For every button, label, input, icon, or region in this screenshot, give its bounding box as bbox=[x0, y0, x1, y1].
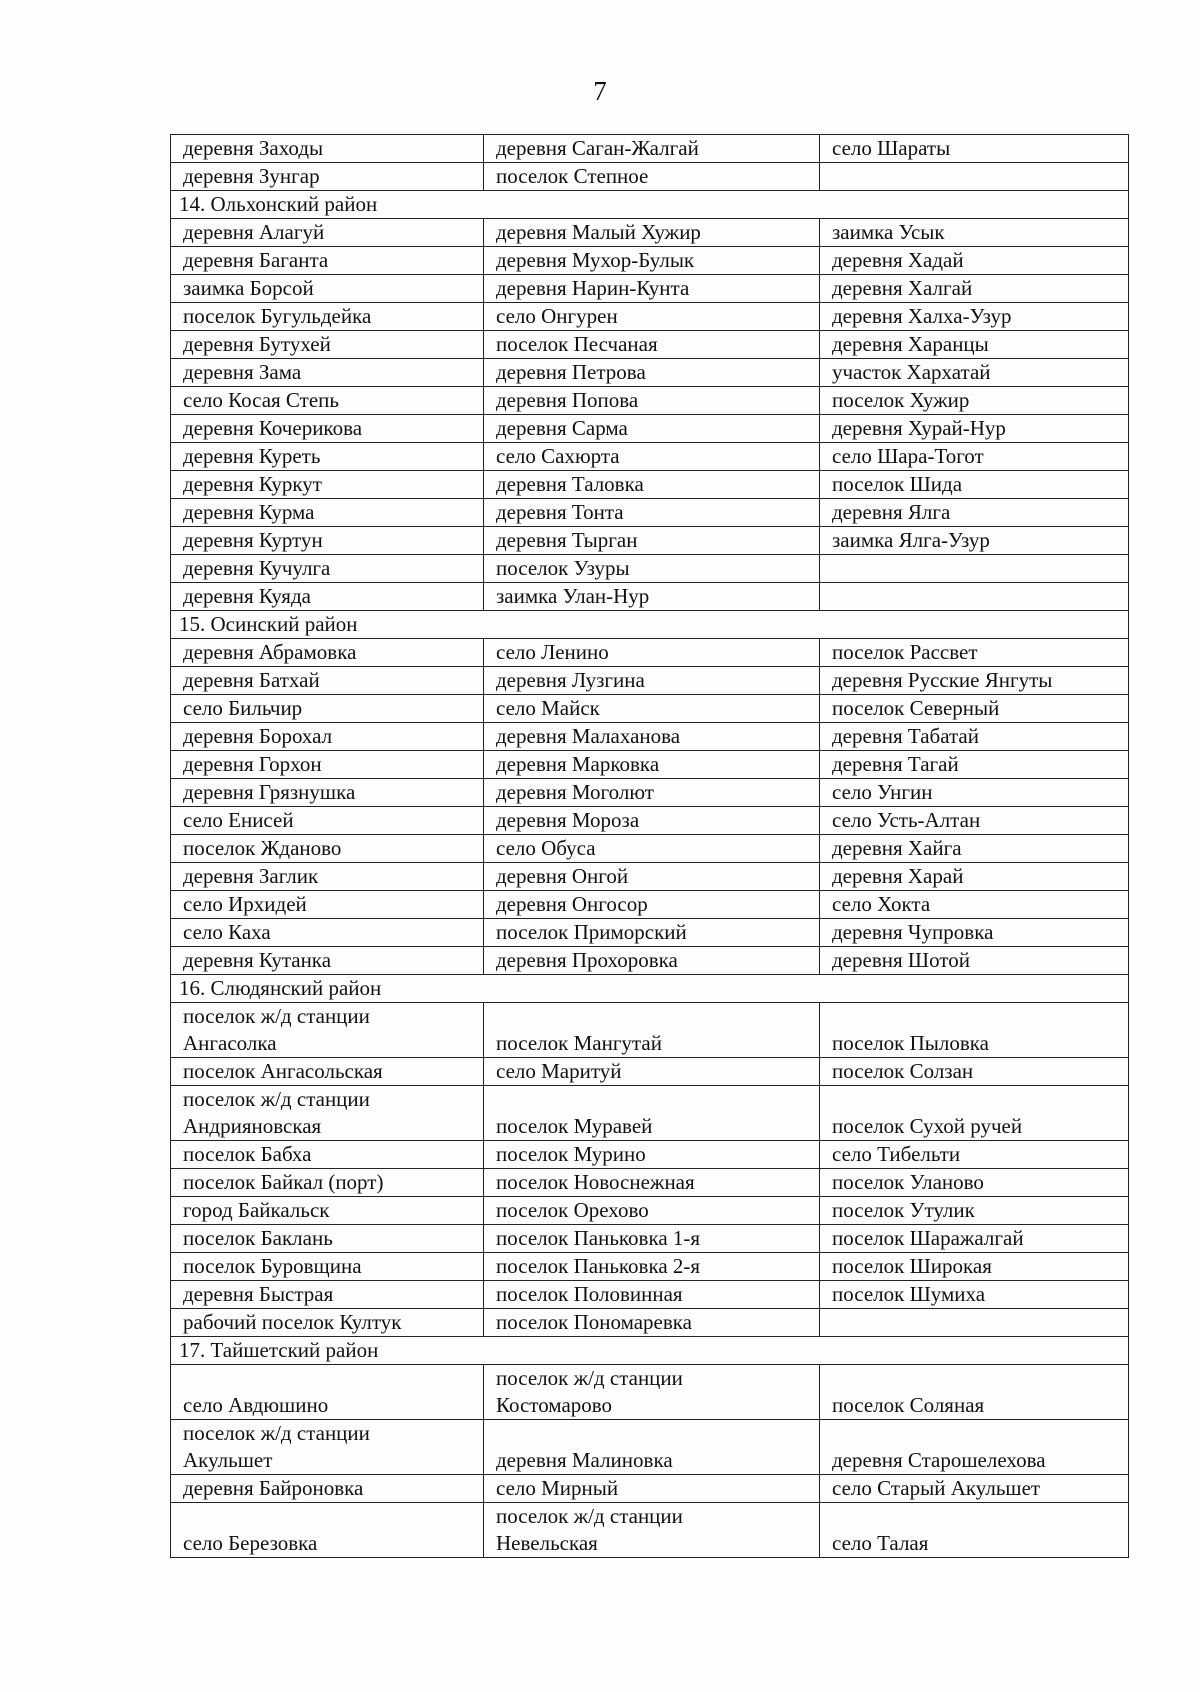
cell-line bbox=[496, 1086, 807, 1113]
table-cell: заимка Усык bbox=[820, 219, 1129, 247]
cell-line bbox=[183, 1503, 471, 1530]
table-cell: село Хокта bbox=[820, 891, 1129, 919]
settlements-table bbox=[170, 134, 1129, 1558]
table-cell: поселок Орехово bbox=[484, 1197, 820, 1225]
cell-line bbox=[832, 1003, 1116, 1030]
table-cell: село Бильчир bbox=[171, 695, 484, 723]
cell-line: Невельская bbox=[496, 1531, 598, 1555]
table-cell: деревня Зама bbox=[171, 359, 484, 387]
table-cell: деревня Сарма bbox=[484, 415, 820, 443]
table-cell: деревня Курма bbox=[171, 499, 484, 527]
table-cell: заимка Борсой bbox=[171, 275, 484, 303]
table-cell bbox=[171, 1003, 484, 1058]
table-row bbox=[171, 1281, 1129, 1309]
table-row bbox=[171, 555, 1129, 583]
cell-line bbox=[832, 1086, 1116, 1113]
table-cell: деревня Хайга bbox=[820, 835, 1129, 863]
table-cell bbox=[820, 163, 1129, 191]
table-row bbox=[171, 723, 1129, 751]
table-cell bbox=[484, 1086, 820, 1141]
table-row bbox=[171, 583, 1129, 611]
table-cell: деревня Кучулга bbox=[171, 555, 484, 583]
cell-line: поселок ж/д станции bbox=[183, 1421, 370, 1445]
section-header-row bbox=[171, 975, 1129, 1003]
table-cell: деревня Баганта bbox=[171, 247, 484, 275]
table-cell: деревня Тырган bbox=[484, 527, 820, 555]
table-cell: поселок Утулик bbox=[820, 1197, 1129, 1225]
table-cell: деревня Халгай bbox=[820, 275, 1129, 303]
table-cell: поселок Буровщина bbox=[171, 1253, 484, 1281]
table-cell bbox=[820, 555, 1129, 583]
table-cell: поселок Солзан bbox=[820, 1058, 1129, 1086]
table-cell: участок Хархатай bbox=[820, 359, 1129, 387]
table-cell bbox=[820, 583, 1129, 611]
table-cell: деревня Халха-Узур bbox=[820, 303, 1129, 331]
table-cell: поселок Паньковка 2-я bbox=[484, 1253, 820, 1281]
table-row-multiline bbox=[171, 1086, 1129, 1141]
table-cell: деревня Быстрая bbox=[171, 1281, 484, 1309]
table-cell bbox=[820, 1420, 1129, 1475]
table-cell: село Мирный bbox=[484, 1475, 820, 1503]
table-cell: деревня Борохал bbox=[171, 723, 484, 751]
table-cell bbox=[820, 1309, 1129, 1337]
table-cell: деревня Ялга bbox=[820, 499, 1129, 527]
table-row bbox=[171, 499, 1129, 527]
table-cell: деревня Грязнушка bbox=[171, 779, 484, 807]
table-cell: село Унгин bbox=[820, 779, 1129, 807]
table-cell: деревня Бутухей bbox=[171, 331, 484, 359]
table-cell bbox=[820, 1003, 1129, 1058]
table-cell: деревня Прохоровка bbox=[484, 947, 820, 975]
table-cell: деревня Куртун bbox=[171, 527, 484, 555]
table-row bbox=[171, 387, 1129, 415]
table-row bbox=[171, 891, 1129, 919]
table-cell: рабочий поселок Култук bbox=[171, 1309, 484, 1337]
table-cell: село Старый Акульшет bbox=[820, 1475, 1129, 1503]
table-row bbox=[171, 947, 1129, 975]
table-row bbox=[171, 779, 1129, 807]
table-cell: деревня Онгой bbox=[484, 863, 820, 891]
table-cell: село Ленино bbox=[484, 639, 820, 667]
table-cell: деревня Онгосор bbox=[484, 891, 820, 919]
cell-line: Ангасолка bbox=[183, 1031, 277, 1055]
table-row bbox=[171, 471, 1129, 499]
table-cell bbox=[820, 1365, 1129, 1420]
table-row-multiline bbox=[171, 1003, 1129, 1058]
table-cell: деревня Батхай bbox=[171, 667, 484, 695]
cell-line bbox=[496, 1003, 807, 1030]
table-cell: деревня Мороза bbox=[484, 807, 820, 835]
table-cell: поселок Уланово bbox=[820, 1169, 1129, 1197]
table-cell: деревня Саган-Жалгай bbox=[484, 135, 820, 163]
table-row bbox=[171, 667, 1129, 695]
table-cell: поселок Бабха bbox=[171, 1141, 484, 1169]
cell-line bbox=[496, 1420, 807, 1447]
cell-line bbox=[183, 1365, 471, 1392]
table-cell bbox=[820, 1086, 1129, 1141]
table-cell: деревня Русские Янгуты bbox=[820, 667, 1129, 695]
table-row bbox=[171, 1197, 1129, 1225]
table-cell: деревня Тонта bbox=[484, 499, 820, 527]
cell-line: поселок Пыловка bbox=[832, 1031, 989, 1055]
table-cell: деревня Заходы bbox=[171, 135, 484, 163]
table-cell: деревня Алагуй bbox=[171, 219, 484, 247]
table-row bbox=[171, 919, 1129, 947]
section-header-row bbox=[171, 1337, 1129, 1365]
table-row bbox=[171, 247, 1129, 275]
table-cell: деревня Марковка bbox=[484, 751, 820, 779]
table-cell: заимка Ялга-Узур bbox=[820, 527, 1129, 555]
table-row bbox=[171, 415, 1129, 443]
table-cell: заимка Улан-Нур bbox=[484, 583, 820, 611]
table-cell: деревня Петрова bbox=[484, 359, 820, 387]
table-row bbox=[171, 751, 1129, 779]
table-row bbox=[171, 1141, 1129, 1169]
table-cell: город Байкальск bbox=[171, 1197, 484, 1225]
table-cell: село Косая Степь bbox=[171, 387, 484, 415]
table-cell: поселок Бугульдейка bbox=[171, 303, 484, 331]
table-cell bbox=[484, 1003, 820, 1058]
table-cell bbox=[171, 1503, 484, 1558]
table-cell: село Шараты bbox=[820, 135, 1129, 163]
table-cell: поселок Приморский bbox=[484, 919, 820, 947]
table-row-multiline bbox=[171, 1503, 1129, 1558]
table-cell: село Ирхидей bbox=[171, 891, 484, 919]
table-cell: поселок Песчаная bbox=[484, 331, 820, 359]
table-row bbox=[171, 331, 1129, 359]
section-heading: 16. Слюдянский район bbox=[171, 975, 1129, 1003]
table-row bbox=[171, 219, 1129, 247]
table-cell: деревня Хурай-Нур bbox=[820, 415, 1129, 443]
page-number: 7 bbox=[593, 76, 607, 106]
table-row-multiline bbox=[171, 1420, 1129, 1475]
table-row bbox=[171, 639, 1129, 667]
table-cell bbox=[484, 1365, 820, 1420]
table-row bbox=[171, 695, 1129, 723]
cell-line bbox=[832, 1503, 1116, 1530]
table-cell: поселок Новоснежная bbox=[484, 1169, 820, 1197]
table-cell: деревня Чупровка bbox=[820, 919, 1129, 947]
table-cell: село Сахюрта bbox=[484, 443, 820, 471]
table-cell: деревня Лузгина bbox=[484, 667, 820, 695]
cell-line: поселок ж/д станции bbox=[496, 1366, 683, 1390]
table-cell: поселок Мурино bbox=[484, 1141, 820, 1169]
table-cell: село Каха bbox=[171, 919, 484, 947]
cell-line: поселок ж/д станции bbox=[183, 1004, 370, 1028]
section-heading: 14. Ольхонский район bbox=[171, 191, 1129, 219]
table-cell: поселок Пономаревка bbox=[484, 1309, 820, 1337]
section-header-row bbox=[171, 611, 1129, 639]
table-cell bbox=[171, 1365, 484, 1420]
cell-line: Костомарово bbox=[496, 1393, 613, 1417]
table-cell: деревня Кутанка bbox=[171, 947, 484, 975]
cell-line: деревня Малиновка bbox=[496, 1448, 673, 1472]
table-row bbox=[171, 275, 1129, 303]
section-heading: 17. Тайшетский район bbox=[171, 1337, 1129, 1365]
table-cell bbox=[484, 1420, 820, 1475]
table-cell: поселок Половинная bbox=[484, 1281, 820, 1309]
cell-line: село Талая bbox=[832, 1531, 929, 1555]
table-cell: село Енисей bbox=[171, 807, 484, 835]
table-row bbox=[171, 135, 1129, 163]
cell-line bbox=[832, 1365, 1116, 1392]
cell-line: поселок Сухой ручей bbox=[832, 1114, 1023, 1138]
cell-line: поселок Мангутай bbox=[496, 1031, 662, 1055]
table-cell: поселок Узуры bbox=[484, 555, 820, 583]
table-cell: поселок Шумиха bbox=[820, 1281, 1129, 1309]
table-row bbox=[171, 807, 1129, 835]
table-cell: деревня Заглик bbox=[171, 863, 484, 891]
settlements-table-body bbox=[171, 135, 1129, 1558]
table-cell: село Майск bbox=[484, 695, 820, 723]
table-cell: деревня Абрамовка bbox=[171, 639, 484, 667]
table-row bbox=[171, 527, 1129, 555]
table-cell: деревня Зунгар bbox=[171, 163, 484, 191]
table-cell: деревня Байроновка bbox=[171, 1475, 484, 1503]
table-cell: деревня Малый Хужир bbox=[484, 219, 820, 247]
table-cell: село Обуса bbox=[484, 835, 820, 863]
table-row bbox=[171, 163, 1129, 191]
table-cell: деревня Кочерикова bbox=[171, 415, 484, 443]
table-cell: поселок Хужир bbox=[820, 387, 1129, 415]
table-row bbox=[171, 1309, 1129, 1337]
table-cell bbox=[820, 1503, 1129, 1558]
table-cell: поселок Шида bbox=[820, 471, 1129, 499]
section-heading: 15. Осинский район bbox=[171, 611, 1129, 639]
cell-line: поселок ж/д станции bbox=[183, 1087, 370, 1111]
table-cell: деревня Куреть bbox=[171, 443, 484, 471]
table-row bbox=[171, 835, 1129, 863]
table-cell: деревня Хадай bbox=[820, 247, 1129, 275]
table-cell: деревня Куяда bbox=[171, 583, 484, 611]
table-cell: деревня Попова bbox=[484, 387, 820, 415]
table-row bbox=[171, 443, 1129, 471]
table-cell: деревня Шотой bbox=[820, 947, 1129, 975]
table-cell bbox=[171, 1420, 484, 1475]
table-cell: поселок Байкал (порт) bbox=[171, 1169, 484, 1197]
table-row-multiline bbox=[171, 1365, 1129, 1420]
table-cell: поселок Рассвет bbox=[820, 639, 1129, 667]
table-cell: деревня Таловка bbox=[484, 471, 820, 499]
table-cell: деревня Нарин-Кунта bbox=[484, 275, 820, 303]
table-cell: деревня Харанцы bbox=[820, 331, 1129, 359]
table-cell: поселок Ангасольская bbox=[171, 1058, 484, 1086]
cell-line: село Авдюшино bbox=[183, 1393, 329, 1417]
table-cell: село Усть-Алтан bbox=[820, 807, 1129, 835]
table-row bbox=[171, 303, 1129, 331]
cell-line: Андрияновская bbox=[183, 1114, 322, 1138]
table-cell: поселок Шаражалгай bbox=[820, 1225, 1129, 1253]
table-row bbox=[171, 1169, 1129, 1197]
section-header-row bbox=[171, 191, 1129, 219]
table-row bbox=[171, 1225, 1129, 1253]
cell-line: деревня Старошелехова bbox=[832, 1448, 1046, 1472]
table-cell: поселок Степное bbox=[484, 163, 820, 191]
table-cell: деревня Тагай bbox=[820, 751, 1129, 779]
table-cell: поселок Баклань bbox=[171, 1225, 484, 1253]
table-cell: деревня Табатай bbox=[820, 723, 1129, 751]
table-row bbox=[171, 1475, 1129, 1503]
table-cell: деревня Мухор-Булык bbox=[484, 247, 820, 275]
cell-line: поселок Соляная bbox=[832, 1393, 985, 1417]
table-row bbox=[171, 1058, 1129, 1086]
table-cell: деревня Моголют bbox=[484, 779, 820, 807]
table-row bbox=[171, 1253, 1129, 1281]
cell-line: Акульшет bbox=[183, 1448, 273, 1472]
table-cell bbox=[171, 1086, 484, 1141]
table-cell: поселок Северный bbox=[820, 695, 1129, 723]
cell-line: село Березовка bbox=[183, 1531, 318, 1555]
cell-line: поселок Муравей bbox=[496, 1114, 653, 1138]
cell-line bbox=[832, 1420, 1116, 1447]
table-cell: село Тибельти bbox=[820, 1141, 1129, 1169]
table-cell: село Маритуй bbox=[484, 1058, 820, 1086]
table-row bbox=[171, 863, 1129, 891]
table-cell: деревня Малаханова bbox=[484, 723, 820, 751]
table-cell: поселок Жданово bbox=[171, 835, 484, 863]
table-cell: деревня Горхон bbox=[171, 751, 484, 779]
table-row bbox=[171, 359, 1129, 387]
table-cell: село Шара-Тогот bbox=[820, 443, 1129, 471]
cell-line: поселок ж/д станции bbox=[496, 1504, 683, 1528]
table-cell: деревня Харай bbox=[820, 863, 1129, 891]
table-cell: поселок Широкая bbox=[820, 1253, 1129, 1281]
table-cell: поселок Паньковка 1-я bbox=[484, 1225, 820, 1253]
table-cell: село Онгурен bbox=[484, 303, 820, 331]
table-cell bbox=[484, 1503, 820, 1558]
table-cell: деревня Куркут bbox=[171, 471, 484, 499]
